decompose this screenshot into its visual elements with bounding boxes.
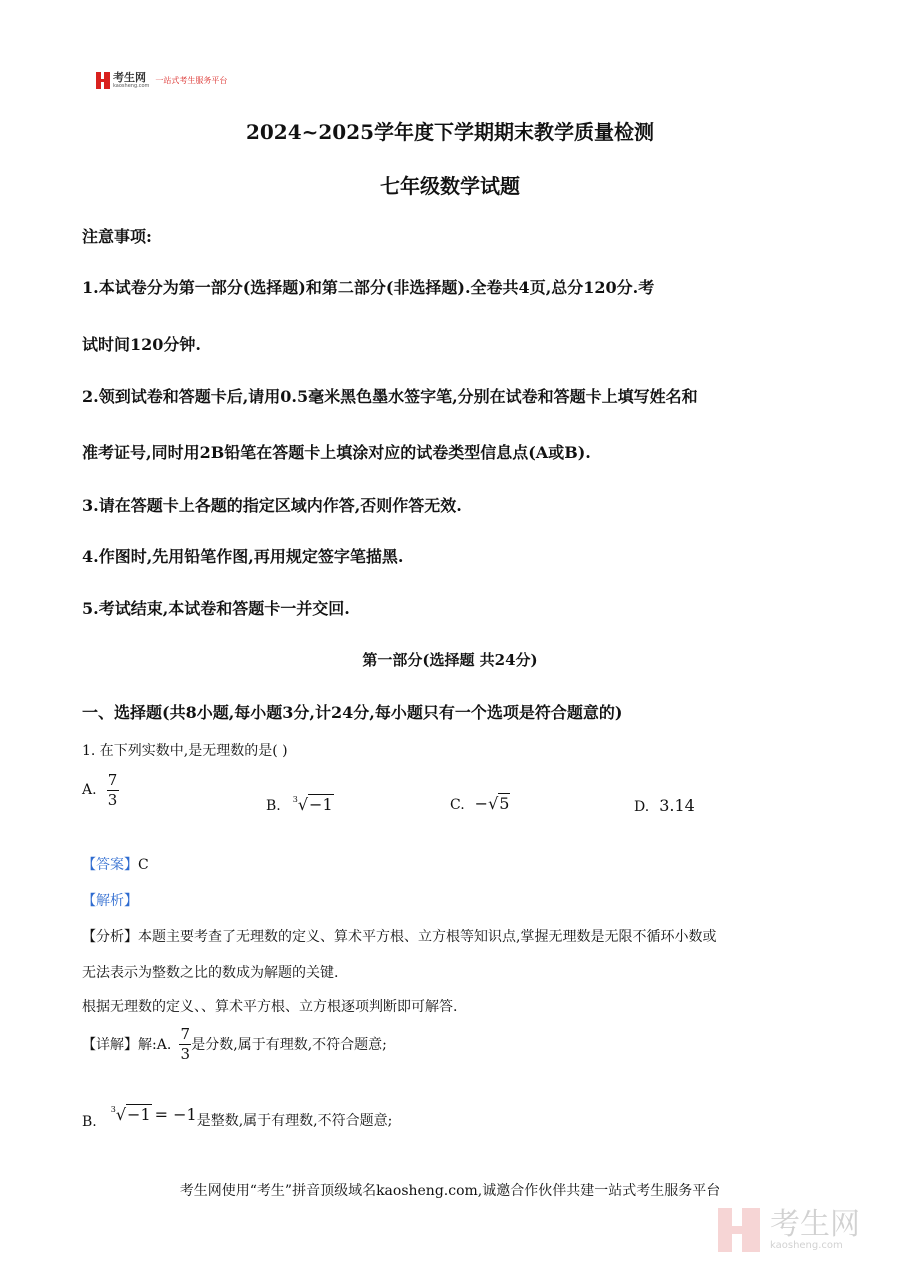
analysis-label: 【解析】: [82, 893, 138, 909]
answer-label: 【答案】: [82, 857, 138, 873]
notice-item-3: 3.请在答题卡上各题的指定区域内作答,否则作答无效.: [82, 496, 462, 515]
notice-item-5: 5.考试结束,本试卷和答题卡一并交回.: [82, 599, 350, 618]
exam-title: 2024~2025学年度下学期期末教学质量检测: [245, 120, 655, 144]
answer-value: C: [138, 857, 149, 873]
detail-a-text: 是分数,属于有理数,不符合题意;: [191, 1037, 387, 1053]
option-d: [634, 796, 695, 815]
notice-item-1-line-1: 1.本试卷分为第一部分(选择题)和第二部分(非选择题).全卷共4页,总分120分.考: [82, 278, 655, 297]
detail-b-expression: 3 √ −1 = −1: [110, 1105, 197, 1124]
detail-prefix: 【详解】解:A.: [82, 1037, 172, 1053]
notice-item-2-line-2: 准考证号,同时用2B铅笔在答题卡上填涂对应的试卷类型信息点(A或B).: [82, 443, 591, 462]
option-b-radical: 3 √ −1: [292, 795, 333, 814]
exam-subtitle: 七年级数学试题: [380, 174, 520, 198]
site-logo: [96, 72, 227, 89]
analysis-line-3: 根据无理数的定义、、算术平方根、立方根逐项判断即可解答.: [82, 999, 458, 1015]
detail-a-fraction: $\frac{7}{3}$: [180, 1025, 191, 1063]
analysis-line-2: 无法表示为整数之比的数成为解题的关键.: [82, 965, 339, 981]
watermark-domain: kaosheng.com: [770, 1239, 843, 1251]
logo-slogan: 一站式考生服务平台: [155, 76, 228, 85]
detail-b-label: B.: [82, 1114, 97, 1130]
part1-heading: 第一部分(选择题 共24分): [362, 651, 538, 669]
section1-heading: 一、选择题(共8小题,每小题3分,计24分,每小题只有一个选项是符合题意的): [82, 703, 623, 722]
option-a-fraction: [107, 772, 119, 808]
watermark: [718, 1208, 860, 1252]
notice-item-2-line-1: 2.领到试卷和答题卡后,请用0.5毫米黑色墨水签字笔,分别在试卷和答题卡上填写姓名和: [82, 387, 698, 406]
option-b-label: B.: [266, 798, 281, 814]
option-c-expression: −√5: [474, 794, 510, 813]
notice-item-1-line-2: 试时间120分钟.: [82, 335, 201, 354]
option-b: [266, 794, 334, 814]
detail-line-a: [82, 1026, 387, 1062]
answer-line: [82, 854, 149, 874]
option-a-denominator: 3: [107, 790, 118, 809]
logo-name: 考生网: [113, 71, 146, 84]
option-d-value: 3.14: [659, 796, 695, 815]
detail-line-b: [82, 1105, 393, 1130]
option-d-label: D.: [634, 799, 650, 815]
logo-domain: kaosheng.com: [113, 83, 150, 89]
watermark-name: 考生网: [770, 1206, 860, 1242]
option-a-label: A.: [82, 782, 97, 798]
question-1-stem: 1. 在下列实数中,是无理数的是( ): [82, 743, 288, 759]
watermark-logo-icon: [718, 1208, 762, 1252]
notice-heading: 注意事项:: [82, 227, 152, 246]
option-a: [82, 772, 119, 808]
logo-icon: [96, 72, 110, 89]
detail-b-text: 是整数,属于有理数,不符合题意;: [196, 1113, 393, 1129]
option-a-numerator: 7: [107, 771, 118, 789]
option-c: [450, 794, 510, 813]
analysis-line-1: 【分析】本题主要考查了无理数的定义、算术平方根、立方根等知识点,掌握无理数是无限不循环小数或: [82, 929, 717, 945]
page-footer: 考生网使用“考生”拼音顶级域名kaosheng.com,诚邀合作伙伴共建一站式考生服务平台: [179, 1183, 721, 1199]
notice-item-4: 4.作图时,先用铅笔作图,再用规定签字笔描黑.: [82, 547, 404, 566]
option-c-label: C.: [450, 797, 465, 813]
